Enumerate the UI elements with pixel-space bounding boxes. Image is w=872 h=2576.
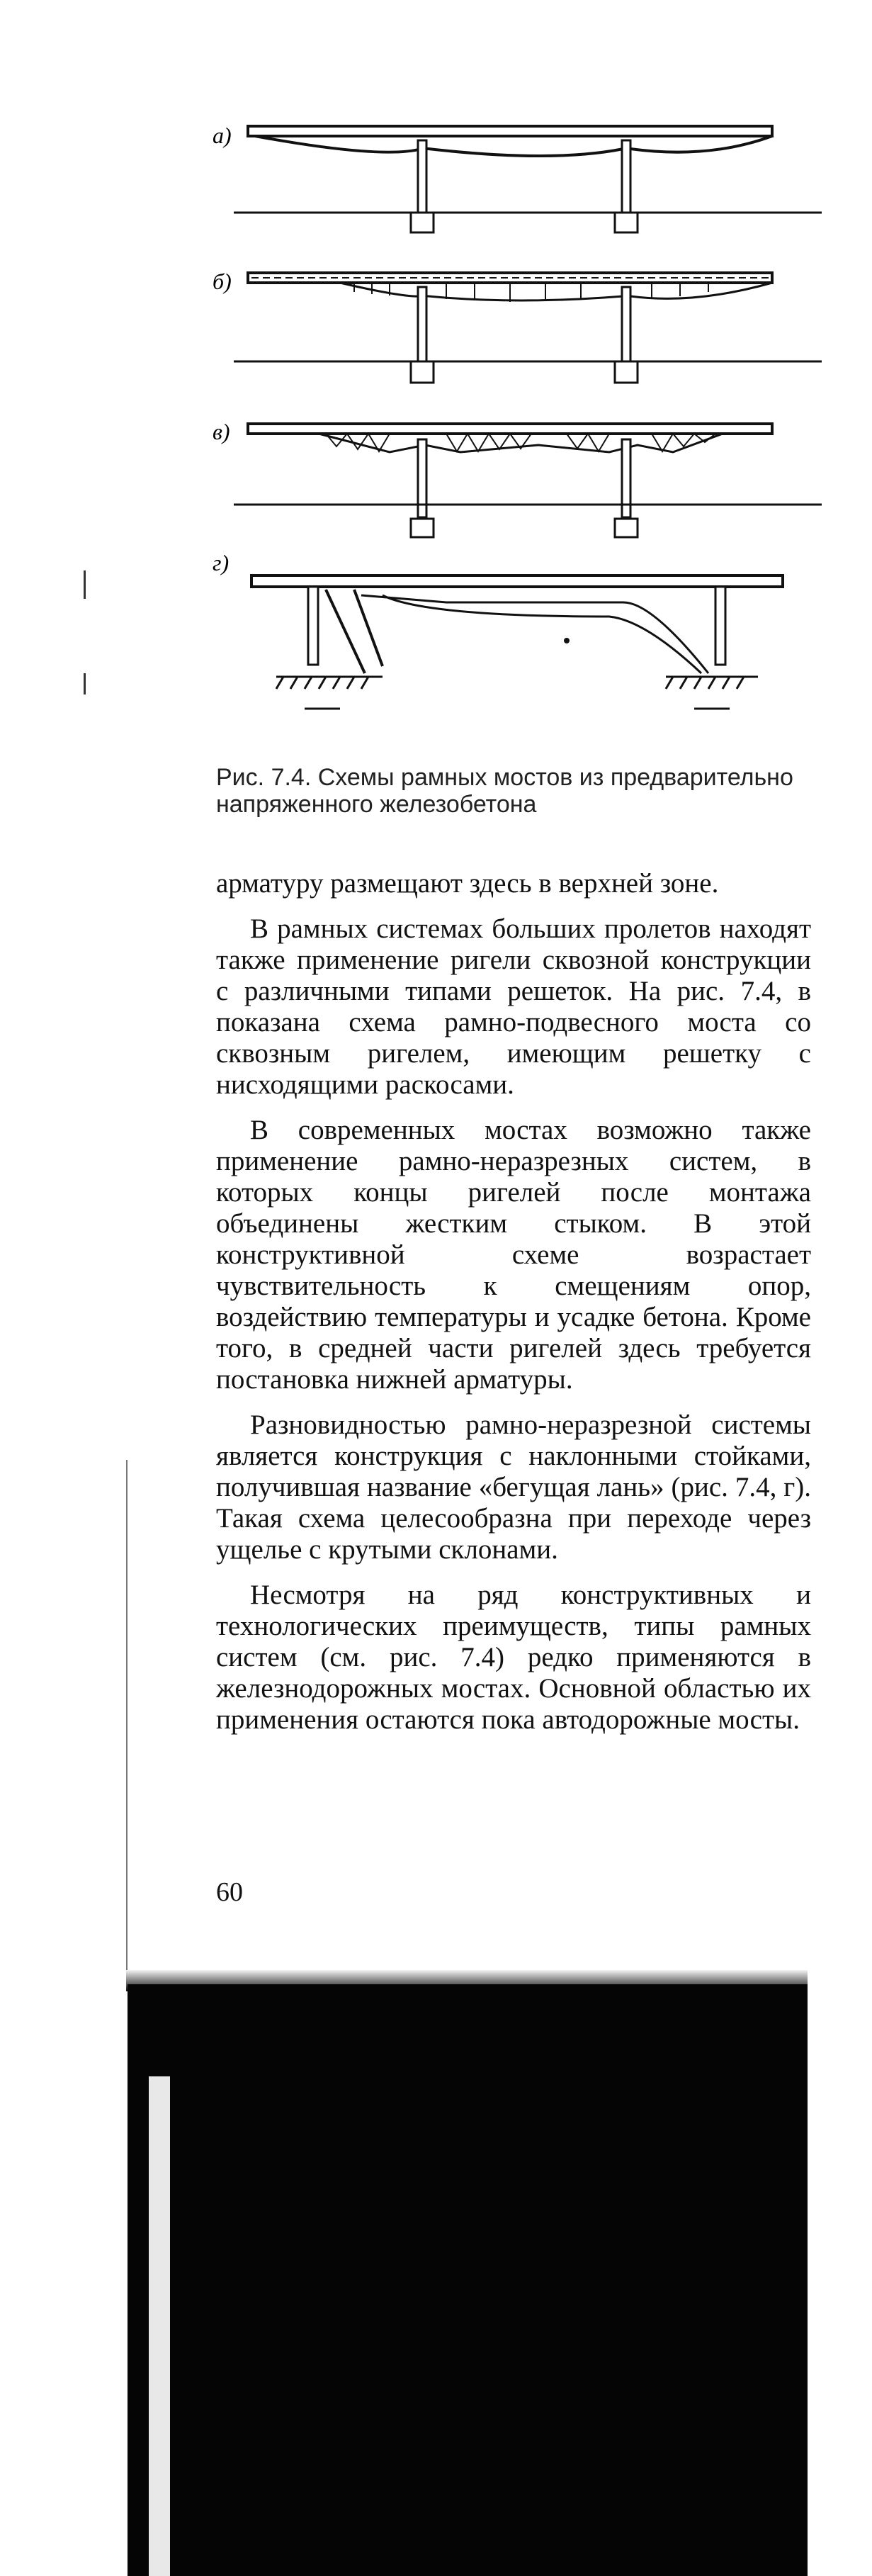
paragraph-5: Несмотря на ряд конструктивных и технологических преимуществ, типы рамных систем (см. рис. 7.4) редко применяются в железнодорожных мостах. Основной областью их применения остаются пока автодорожные мосты. (216, 1580, 811, 1735)
panel-label-g: г) (213, 550, 230, 575)
panel-b (213, 269, 822, 383)
panel-label-a: а) (213, 123, 232, 148)
paragraph-3: В современных мостах возможно также применение рамно-неразрезных систем, в которых концы ригелей после монтажа объединены жестким стыком. В этой конструктивной схеме возрастает чувствительность к смещениям опор, воздействию температуры и усадке бетона. Кроме того, в средней части ригелей здесь требуется постановка нижней арматуры. (216, 1115, 811, 1395)
paragraph-1: арматуру размещают здесь в верхней зоне. (216, 868, 719, 899)
scan-light-strip (149, 2076, 170, 2576)
paragraph-2: В рамных системах больших пролетов находят также применение ригели сквозной конструкции с различными типами решеток. На рис. 7.4, в показана схема рамно-подвесного моста со сквозным ригелем, имеющим решетку с нисходящими раскосами. (216, 913, 811, 1100)
figure-caption: Рис. 7.4. Схемы рамных мостов из предварительно напряженного железобетона (216, 764, 793, 818)
panel-g (213, 550, 783, 709)
panel-a (213, 123, 822, 232)
panel-label-b: б) (213, 269, 232, 294)
scan-dark-area (128, 1984, 808, 2576)
page-number: 60 (216, 1877, 243, 1907)
scan-margin-mark (126, 1460, 128, 1970)
scan-margin-mark (84, 673, 86, 694)
panel-label-v: в) (213, 419, 230, 444)
paragraph-4: Разновидностью рамно-неразрезной системы является конструкция с наклонными стойками, получившая название «бегущая лань» (рис. 7.4, г). Такая схема целесообразна при переходе через ущелье с крутыми склонами. (216, 1410, 811, 1565)
scan-margin-mark (84, 570, 86, 599)
panel-v (213, 419, 822, 537)
body-text (216, 868, 811, 1750)
bridge-schemes-figure (213, 106, 822, 744)
